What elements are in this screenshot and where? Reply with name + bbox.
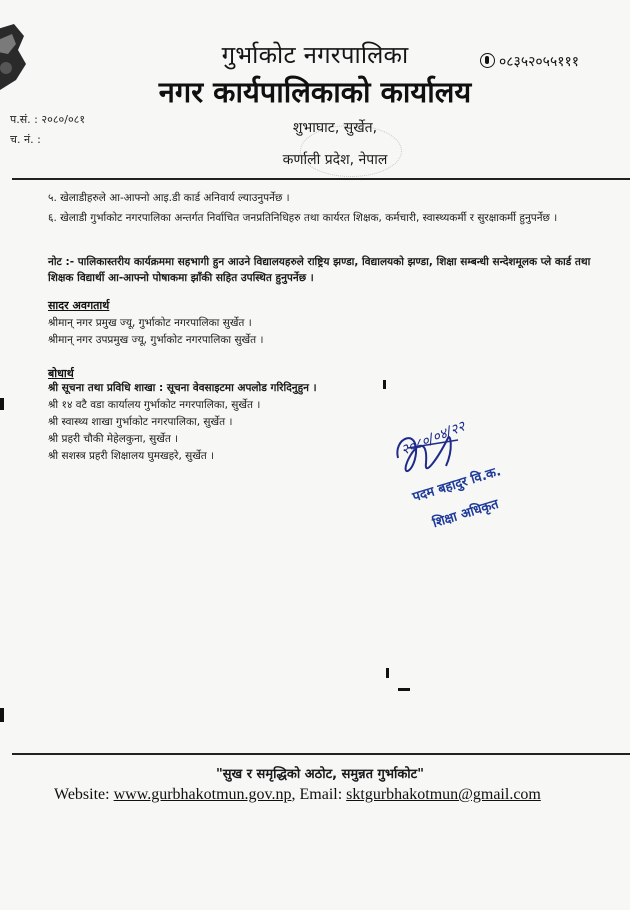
scan-speck xyxy=(398,688,410,691)
point-6: ६. खेलाडी गुर्भाकोट नगरपालिका अन्तर्गत निर्वाचित जनप्रतिनिधिहरु तथा कार्यरत शिक्षक, कर्मचारी, स्वास्थ्यकर्मी र सुरक्षाकर्मी हुनुपर्नेछ । xyxy=(48,212,558,224)
phone-icon xyxy=(480,53,495,68)
cc-action-item: श्री सशस्त्र प्रहरी शिक्षालय घुमखहरे, सुर्खेत । xyxy=(48,450,215,462)
org-name: गुर्भाकोट नगरपालिका xyxy=(221,41,409,69)
address-line-1: शुभाघाट, सुर्खेत, xyxy=(292,120,378,136)
scan-speck xyxy=(386,668,389,678)
dispatch-number: च. नं. : xyxy=(10,133,41,146)
officer-title-stamp: शिक्षा अधिकृत xyxy=(430,496,501,532)
cc-info-heading: सादर अवगतार्थ xyxy=(48,299,110,312)
header-divider xyxy=(12,178,630,180)
cc-action-item: श्री सूचना तथा प्रविधि शाखा : सूचना वेवसाइटमा अपलोड गरिदिनुहुन । xyxy=(48,382,317,394)
contact-line xyxy=(54,786,541,804)
cc-info-item: श्रीमान् नगर प्रमुख ज्यू, गुर्भाकोट नगरपालिका सुर्खेत । xyxy=(48,317,252,329)
reference-number: प.सं. : २०८०/०८१ xyxy=(10,113,86,126)
phone-number xyxy=(480,52,579,71)
email-label: , Email: xyxy=(291,786,347,803)
address-line-2: कर्णाली प्रदेश, नेपाल xyxy=(282,152,388,168)
scan-speck xyxy=(383,380,386,389)
cc-action-heading: बोधार्थ xyxy=(48,367,74,380)
signature-date: २०८०/०४/२२ xyxy=(398,418,468,459)
point-5: ५. खेलाडीहरुले आ-आफ्नो आइ.डी कार्ड अनिवार्य ल्याउनुपर्नेछ । xyxy=(48,192,290,204)
phone-value: ०८३५२०५५१११ xyxy=(499,54,580,70)
email-link[interactable]: sktgurbhakotmun@gmail.com xyxy=(346,786,541,803)
scan-speck xyxy=(0,398,4,410)
slogan: "सुख र समृद्धिको अठोट, समुन्नत गुर्भाकोट" xyxy=(215,767,425,782)
website-label: Website: xyxy=(54,786,114,803)
office-name: नगर कार्यपालिकाको कार्यालय xyxy=(158,75,472,109)
officer-name-stamp: पदम बहादुर वि.क. xyxy=(410,464,503,506)
website-link[interactable]: www.gurbhakotmun.gov.np xyxy=(113,786,292,803)
cc-action-item: श्री १४ वटै वडा कार्यालय गुर्भाकोट नगरपालिका, सुर्खेत । xyxy=(48,399,261,411)
note-paragraph: नोट :- पालिकास्तरीय कार्यक्रममा सहभागी हुन आउने विद्यालयहरुले राष्ट्रिय झण्डा, विद्यालयको झण्डा, शिक्षा सम्बन्धी सन्देशमूलक प्ले कार्ड तथा शिक्षक विद्यार्थी आ-आफ्नो पोषाकमा झाँकी सहित उपस्थित हुनुपर्नेछ । xyxy=(48,256,591,284)
scan-speck xyxy=(0,708,4,722)
footer-divider xyxy=(12,753,630,755)
cc-info-item: श्रीमान् नगर उपप्रमुख ज्यू, गुर्भाकोट नगरपालिका सुर्खेत । xyxy=(48,334,264,346)
cc-action-item: श्री स्वास्थ्य शाखा गुर्भाकोट नगरपालिका, सुर्खेत । xyxy=(48,416,233,428)
cc-action-item: श्री प्रहरी चौकी मेहेलकुना, सुर्खेत । xyxy=(48,433,179,445)
